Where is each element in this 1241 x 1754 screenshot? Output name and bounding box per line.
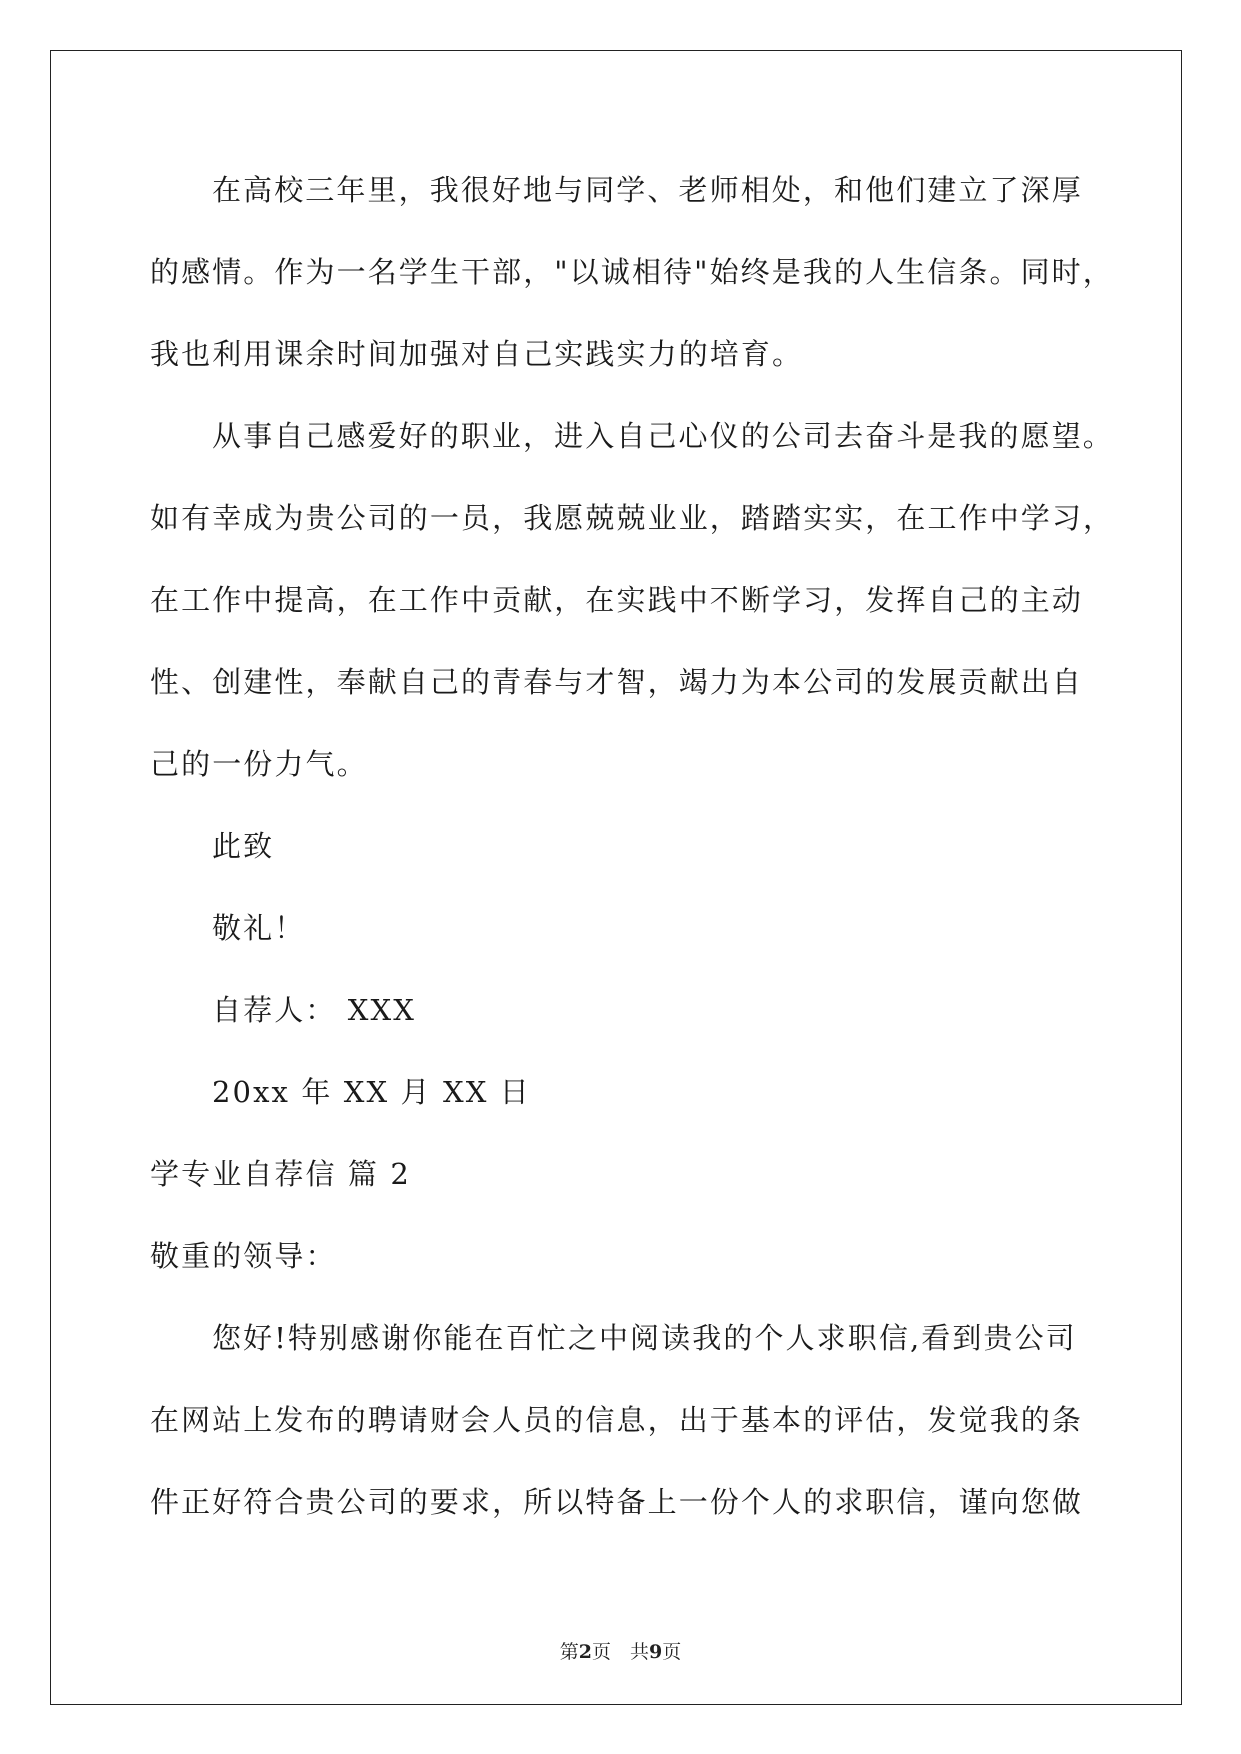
paragraph-line: 己的一份力气。 — [150, 747, 368, 781]
paragraph-line: 从事自己感爱好的职业，进入自己心仪的公司去奋斗是我的愿望。 — [212, 419, 1114, 453]
letter-body — [150, 160, 1115, 1554]
paragraph-line: 件正好符合贵公司的要求，所以特备上一份个人的求职信，谨向您做 — [150, 1485, 1084, 1519]
salutation: 敬重的领导： — [150, 1239, 337, 1273]
paragraph-line: 性、创建性，奉献自己的青春与才智，竭力为本公司的发展贡献出自 — [150, 665, 1084, 699]
page-prefix: 第 — [559, 1641, 579, 1663]
date-line: 20xx 年 XX 月 XX 日 — [212, 1075, 531, 1109]
page-number: 2 — [578, 1641, 592, 1663]
paragraph-line: 在网站上发布的聘请财会人员的信息，出于基本的评估，发觉我的条 — [150, 1403, 1084, 1437]
section-title: 学专业自荐信 篇 2 — [150, 1157, 411, 1191]
paragraph-line: 我也利用课余时间加强对自己实践实力的培育。 — [150, 337, 804, 371]
paragraph-line: 如有幸成为贵公司的一员，我愿兢兢业业，踏踏实实，在工作中学习， — [150, 501, 1115, 535]
paragraph-line: 在高校三年里，我很好地与同学、老师相处，和他们建立了深厚 — [212, 173, 1083, 207]
page-suffix: 页 — [662, 1641, 682, 1663]
total-pages: 9 — [649, 1641, 663, 1663]
paragraph-line: 您好!特别感谢你能在百忙之中阅读我的个人求职信,看到贵公司 — [212, 1321, 1077, 1355]
page-footer — [0, 1637, 1241, 1664]
paragraph-line: 的感情。作为一名学生干部，"以诚相待"始终是我的人生信条。同时， — [150, 255, 1114, 289]
closing-line: 此致 — [212, 829, 275, 863]
closing-regards: 敬礼！ — [212, 911, 306, 945]
paragraph-line: 在工作中提高，在工作中贡献，在实践中不断学习，发挥自己的主动 — [150, 583, 1084, 617]
page-mid: 页 共 — [591, 1641, 649, 1663]
signature-line: 自荐人： XXX — [212, 993, 416, 1027]
